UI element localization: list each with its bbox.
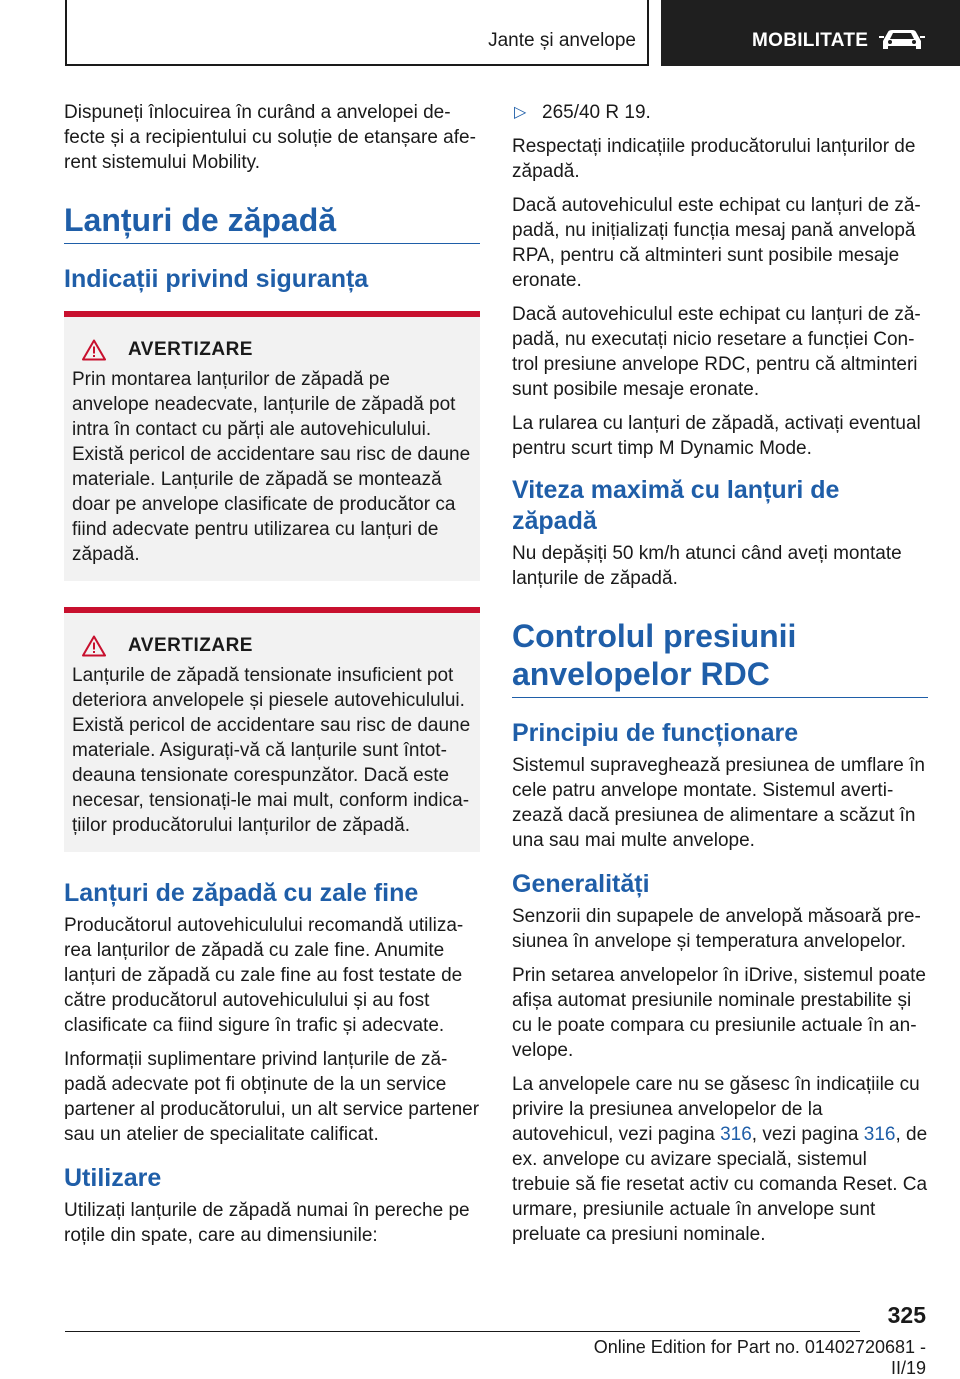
snow-chains-heading-wrap xyxy=(64,201,480,244)
left-column xyxy=(64,100,480,1257)
safety-heading: Indicații privind siguranța xyxy=(64,265,369,293)
fine-chains-paragraph-2: Informații suplimentare privind lanțurile de zăpadă adecvate pot fi obținute de la un service partener al producătorului, un alt service partener sau un atelier de specialitate calificat. xyxy=(64,1049,480,1145)
header-bottom-rule xyxy=(65,64,649,66)
footer-rule xyxy=(65,1331,860,1332)
rdc-heading: Controlul presiunii anvelopelor RDC xyxy=(512,618,797,692)
fine-chains-heading: Lanțuri de zăpadă cu zale fine xyxy=(64,879,419,907)
paragraph-manufacturer: Respectați indicațiile producătorului lanțurilor de zăpadă. xyxy=(512,136,916,182)
usage-heading: Utilizare xyxy=(64,1164,162,1192)
warning-triangle-icon xyxy=(82,635,106,657)
warning-title: AVERTIZARE xyxy=(128,339,253,360)
paragraph-dynamic-mode: La rularea cu lanțuri de zăpadă, activați eventual pentru scurt timp M Dynamic Mode. xyxy=(512,413,921,459)
snow-chains-heading: Lanțuri de zăpadă xyxy=(64,202,337,238)
header-chapter-label: MOBILITATE xyxy=(752,30,869,51)
header-section-title: Jante și anvelope xyxy=(488,30,636,51)
max-speed-paragraph: Nu depășiți 50 km/h atunci când aveți montate lanțurile de zăpadă. xyxy=(512,543,902,589)
warning-header xyxy=(82,635,472,657)
general-text-a: La anvelopele care nu se găsesc în indicațiile cu privire la presiunea anvelopelor de la autovehicul, vezi pagina xyxy=(512,1074,920,1145)
rdc-heading-wrap xyxy=(512,617,928,698)
header-chapter-tab xyxy=(661,0,960,66)
general-paragraph-1: Senzorii din supapele de anvelopă măsoară presiunea în anvelope și temperatura anvelopelor. xyxy=(512,906,921,952)
max-speed-heading: Viteza maximă cu lanțuri de zăpadă xyxy=(512,476,840,535)
warning-triangle-icon xyxy=(82,339,106,361)
right-column xyxy=(512,100,928,1256)
warning-box-1 xyxy=(64,311,480,581)
general-text-c: , de ex. anvelope cu avizare specială, sistemul trebuie să fie resetat activ cu comanda Reset. Ca urmare, presiunile actuale în anvelope sunt preluate ca presiuni nominale. xyxy=(512,1124,928,1245)
warning-title: AVERTIZARE xyxy=(128,635,253,656)
principle-heading: Principiu de funcționare xyxy=(512,719,799,747)
paragraph-rpa: Dacă autovehiculul este echipat cu lanțuri de zăpadă, nu inițializați funcția mesaj pană anvelopă RPA, pentru că altminteri sunt posibile mesaje eronate. xyxy=(512,195,921,291)
warning-header xyxy=(82,339,472,361)
header-divider xyxy=(647,0,649,66)
principle-paragraph: Sistemul supraveghează presiunea de umflare în cele patru anvelope montate. Sistemul avertizează dacă presiunea de alimentare a scăzut în una sau mai multe anvelope. xyxy=(512,755,925,851)
warning-text: Prin montarea lanțurilor de zăpadă pe anvelope neadecvate, lanțurile de zăpadă pot intra în contact cu părți ale autovehiculului. Există pericol de accidentare sau risc de daune materiale. Lanțurile de zăpadă se montează doar pe anvelope clasificate de producător ca fiind adecvate pentru utilizarea cu lanțuri de zăpadă. xyxy=(72,369,471,565)
page-link-316[interactable]: 316 xyxy=(720,1124,752,1145)
tire-size: 265/40 R 19. xyxy=(542,102,651,123)
paragraph-rdc-reset: Dacă autovehiculul este echipat cu lanțuri de zăpadă, nu executați nicio resetare a funcției Control presiune anvelope RDC, pentru că altminteri sunt posibile mesaje eronate. xyxy=(512,304,921,400)
car-icon xyxy=(879,27,925,53)
triangle-bullet-icon: ▷ xyxy=(514,104,527,121)
page-link-316[interactable]: 316 xyxy=(863,1124,896,1145)
intro-paragraph: Dispuneți înlocuirea în curând a anvelopei defecte și a recipientului cu soluție de etanșare aferent sistemului Mobility. xyxy=(64,102,476,173)
general-paragraph-2: Prin setarea anvelopelor în iDrive, sistemul poate afișa automat presiunile nominale prestabilite și cu le poate compara cu presiunile actuale în anvelope. xyxy=(512,965,926,1061)
footer-edition: Online Edition for Part no. 01402720681 - II/19 xyxy=(593,1337,926,1378)
usage-paragraph: Utilizați lanțurile de zăpadă numai în pereche pe roțile din spate, care au dimensiunile: xyxy=(64,1200,470,1246)
warning-box-2 xyxy=(64,607,480,852)
page-number: 325 xyxy=(887,1302,926,1328)
general-paragraph-3 xyxy=(512,1072,928,1247)
general-text-b: , vezi pagina xyxy=(751,1124,864,1145)
warning-text: Lanțurile de zăpadă tensionate insuficient pot deteriora anvelopele și piesele autovehiculului. Există pericol de accidentare sau risc de daune materiale. Asigurați-vă că lanțurile sunt întotdeauna tensionate corespunzător. Dacă este necesar, tensionați-le mai mult, conform indicațiilor producătorului lanțurilor de zăpadă. xyxy=(72,665,471,836)
list-item xyxy=(512,100,928,125)
general-heading: Generalități xyxy=(512,870,650,898)
fine-chains-paragraph-1: Producătorul autovehiculului recomandă utilizarea lanțurilor de zăpadă cu zale fine. Anumite lanțuri de zăpadă cu zale fine au fost testate de către producătorul autovehiculului și au fost clasificate ca fiind sigure în trafic și adecvate. xyxy=(64,915,464,1036)
header-left-rule xyxy=(65,0,67,66)
